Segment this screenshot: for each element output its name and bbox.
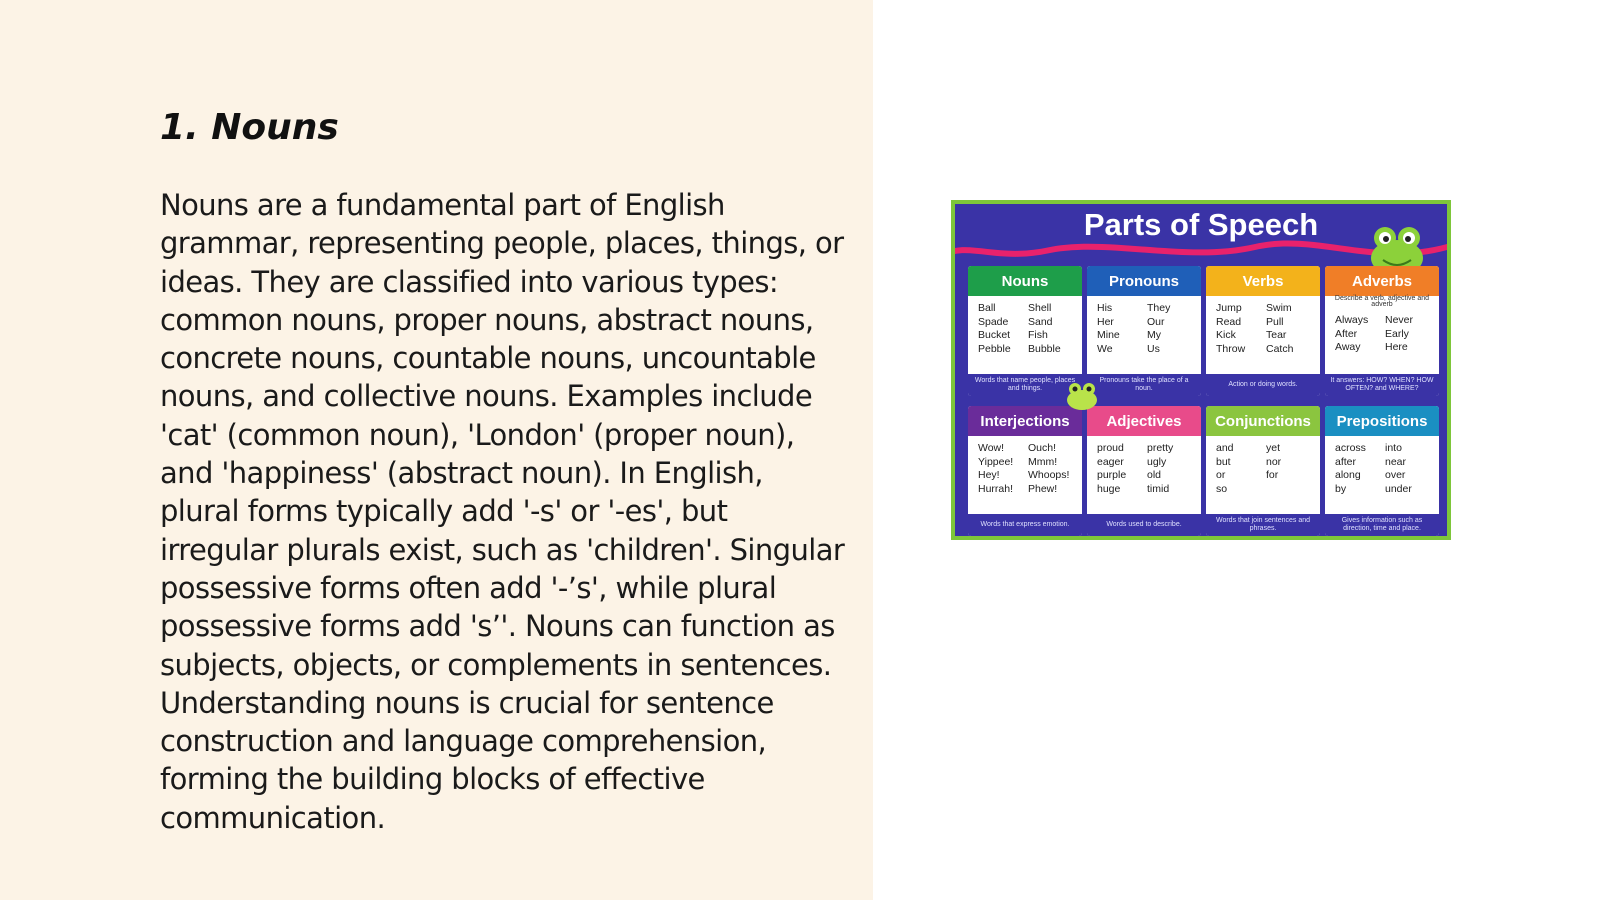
poster-title: Parts of Speech (1083, 207, 1319, 242)
poster-card-word: Us (1147, 342, 1160, 355)
poster-card-word: Throw (1216, 342, 1246, 355)
poster-card-heading: Pronouns (1087, 266, 1201, 296)
poster-card-word: Bubble (1028, 342, 1061, 355)
poster-card-pronouns (1087, 266, 1201, 396)
poster-card-heading: Nouns (968, 266, 1082, 296)
poster-card-word: Her (1097, 315, 1114, 328)
poster-card-word: after (1335, 455, 1357, 468)
poster-card-word: Pull (1266, 315, 1284, 328)
poster-card-heading: Conjunctions (1206, 406, 1320, 436)
poster-card-word: Tear (1266, 329, 1287, 341)
poster-card-word-list (1325, 308, 1439, 354)
poster-card-footer: Words used to describe. (1087, 514, 1201, 536)
poster-card-word: nor (1266, 455, 1282, 468)
poster-card-heading: Adverbs (1325, 266, 1439, 296)
poster-card-word: Away (1335, 341, 1361, 353)
poster-card-word: Fish (1028, 329, 1048, 341)
poster-card-word-list (968, 436, 1082, 495)
poster-card-word: eager (1097, 455, 1124, 468)
poster-card-word (1266, 483, 1312, 496)
poster-card-word: We (1097, 342, 1113, 355)
slide-title: 1. Nouns (160, 107, 339, 148)
parts-of-speech-poster (951, 200, 1451, 540)
poster-card-heading: Verbs (1206, 266, 1320, 296)
poster-card-adjectives (1087, 406, 1201, 536)
poster-card-word: under (1385, 482, 1412, 495)
poster-card-footer: Action or doing words. (1206, 374, 1320, 396)
poster-card-word: Catch (1266, 342, 1294, 355)
poster-card-footer: Words that name people, places and things. (968, 374, 1082, 396)
poster-card-heading: Adjectives (1087, 406, 1201, 436)
poster-card-word: Sand (1028, 315, 1053, 328)
poster-card-word-list (1206, 436, 1320, 495)
poster-card-word: Ball (978, 302, 996, 314)
poster-card-word: Wow! (978, 442, 1005, 454)
poster-card-word: along (1335, 469, 1361, 481)
poster-card-word-list (1206, 296, 1320, 355)
poster-card-interjections (968, 406, 1082, 536)
poster-card-footer: Pronouns take the place of a noun. (1087, 374, 1201, 396)
poster-card-word-list (1325, 436, 1439, 495)
poster-card-word: Read (1216, 315, 1242, 328)
poster-card-word: Spade (978, 315, 1009, 328)
poster-card-word: Hurrah! (978, 482, 1014, 495)
poster-card-adverbs (1325, 266, 1439, 396)
poster-card-prepositions (1325, 406, 1439, 536)
poster-card-subtitle: Describe a verb, adjective and adverb (1334, 295, 1430, 308)
poster-card-word: ugly (1147, 455, 1167, 468)
poster-card-word: by (1335, 482, 1347, 495)
poster-card-word: Kick (1216, 329, 1236, 341)
poster-card-word: Shell (1028, 302, 1052, 314)
poster-card-word-list (1087, 436, 1201, 495)
poster-card-word: Mine (1097, 329, 1120, 341)
poster-card-word-list (968, 296, 1082, 355)
slide-body-text: Nouns are a fundamental part of English grammar, representing people, places, things, or ideas. They are classified into various types: common nouns, proper nouns, abstract nouns, concrete nouns, countable nouns, uncountable nouns, and collective nouns. Examples include 'cat' (common noun), 'London' (proper noun), and 'happiness' (abstract noun). In English, plural forms typically add '-s' or '-es', but irregular plurals exist, such as 'children'. Singular possessive forms often add '-’s', while plural possessive forms add 's’'. Nouns can function as subjects, objects, or complements in sentences. Understanding nouns is crucial for sentence construction and language comprehension, forming the building blocks of effective communication. (160, 188, 845, 835)
poster-card-word: Always (1335, 314, 1369, 326)
poster-card-word: near (1385, 455, 1407, 468)
poster-card-footer: Words that join sentences and phrases. (1206, 514, 1320, 536)
poster-card-word: proud (1097, 442, 1124, 454)
poster-card-footer: Words that express emotion. (968, 514, 1082, 536)
poster-card-word: Whoops! (1028, 469, 1070, 481)
poster-card-word: They (1147, 302, 1171, 314)
poster-card-word: across (1335, 442, 1366, 454)
poster-card-word: Never (1385, 314, 1414, 326)
small-frog-icon (1065, 380, 1099, 410)
poster-card-word: Early (1385, 327, 1409, 340)
poster-card-word: old (1147, 469, 1162, 481)
poster-card-word: Pebble (978, 342, 1011, 355)
poster-card-word: and (1216, 442, 1234, 454)
poster-card-word: Our (1147, 315, 1165, 328)
poster-card-word: so (1216, 482, 1228, 495)
poster-card-footer: It answers: HOW? WHEN? HOW OFTEN? and WHERE? (1325, 374, 1439, 396)
poster-card-word: Hey! (978, 469, 1000, 481)
poster-card-word: My (1147, 329, 1161, 341)
poster-card-word: Swim (1266, 302, 1292, 314)
poster-card-word: Phew! (1028, 482, 1058, 495)
poster-card-verbs (1206, 266, 1320, 396)
poster-card-word: Bucket (978, 329, 1011, 341)
poster-card-word: His (1097, 302, 1113, 314)
poster-card-heading: Interjections (968, 406, 1082, 436)
poster-card-word: or (1216, 469, 1226, 481)
poster-card-word: purple (1097, 469, 1127, 481)
poster-card-word: Yippee! (978, 455, 1014, 468)
poster-card-word: After (1335, 327, 1358, 340)
poster-card-word: Here (1385, 341, 1408, 353)
poster-card-heading: Prepositions (1325, 406, 1439, 436)
poster-card-word: pretty (1147, 442, 1174, 454)
poster-card-nouns (968, 266, 1082, 396)
poster-card-word: into (1385, 442, 1402, 454)
poster-card-footer: Gives information such as direction, time and place. (1325, 514, 1439, 536)
poster-card-word: over (1385, 469, 1406, 481)
poster-card-word: for (1266, 469, 1279, 481)
poster-card-conjunctions (1206, 406, 1320, 536)
poster-card-word: Ouch! (1028, 442, 1057, 454)
poster-card-word: but (1216, 455, 1231, 468)
poster-card-word: huge (1097, 482, 1121, 495)
poster-card-word: timid (1147, 482, 1170, 495)
poster-card-word: Jump (1216, 302, 1242, 314)
poster-card-word: yet (1266, 442, 1281, 454)
poster-card-word-list (1087, 296, 1201, 355)
poster-card-word: Mmm! (1028, 455, 1058, 468)
